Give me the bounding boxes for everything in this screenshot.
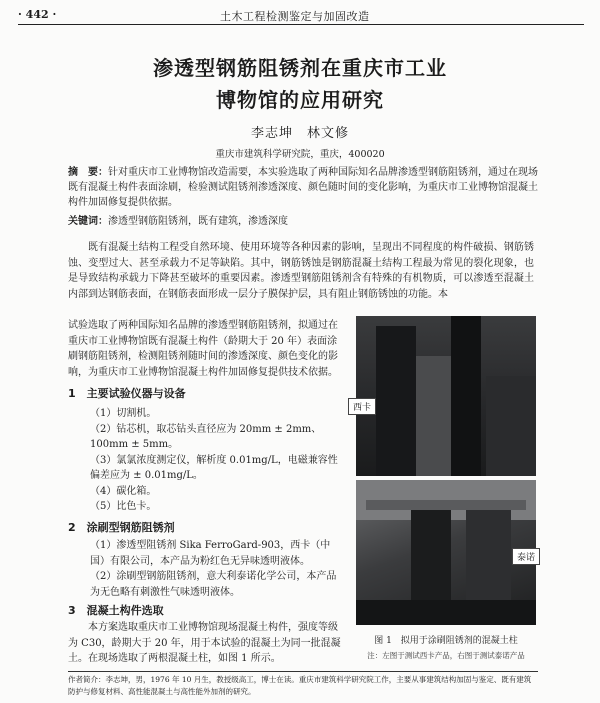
section-2-list [68,538,344,600]
section-1-list [68,406,344,515]
list-item: （1）切割机。 [90,408,157,419]
header-rule [18,24,584,25]
photo-label-top: 西卡 [348,398,376,415]
column-photo-bottom [356,480,536,625]
photo-label-bottom: 泰诺 [512,548,540,565]
column-photo-top [356,316,536,476]
column-photo-bottom-graphic [356,480,536,625]
list-item: （4）碳化箱。 [90,485,157,497]
keywords [68,212,538,227]
page-number: · 442 · [18,8,57,21]
list-item: （2）涂刷型钢筋阻锈剂，意大利泰诺化学公司，本产品为无色略有刺激性气味透明液体。 [90,571,337,598]
intro-paragraph-cont: 试验选取了两种国际知名品牌的渗透型钢筋阻锈剂，拟通过在重庆市工业博物馆既有混凝土构件（龄期大于 20 年）表面涂刷钢筋阻锈剂，检测阻锈剂随时间的渗透深度、颜色变化的影响，为重庆市工业博物馆混凝土构件加固修复提供技术依据。 [68,320,338,378]
list-item: （2）钻芯机，取芯钻头直径应为 20mm ± 2mm、100mm ± 5mm。 [90,423,322,450]
abstract [68,165,538,210]
list-item: （3）氯氯浓度测定仪，解析度 0.01mg/L，电磁兼容性偏差应为 ± 0.01mg/L。 [90,454,338,481]
intro-paragraph: 既有混凝土结构工程受自然环境、使用环境等各种因素的影响，呈现出不同程度的构件破损、钢筋锈蚀、变型过大、甚至承载力不足等缺陷。其中，钢筋锈蚀是钢筋混凝土结构工程最为常见的裂化现象，也是导致结构承载力下降甚至破坏的重要因素。渗透型钢筋阻锈剂含有特殊的有机物质，可以渗透至混凝土内部到达钢筋表面，在钢筋表面形成一层分子膜保护层，具有阻止钢筋锈蚀的功能。本 [68,242,534,300]
section-2-heading: 2 涂刷型钢筋阻锈剂 [68,521,175,534]
list-item: （5）比色卡。 [90,501,157,512]
abstract-label: 摘 要： [68,167,108,178]
author-footnote: 作者简介：李志坤，男，1976 年 10 月生，教授级高工，博士在读。重庆市建筑科学研究院工作，主要从事建筑结构加固与鉴定、既有建筑防护与修复材料、高性能混凝土与高性能外加剂的研究。 [68,675,532,696]
column-photo-top-graphic [356,316,536,476]
footnote-rule [68,671,538,672]
affiliation: 重庆市建筑科学研究院，重庆，400020 [215,149,385,160]
title-line-1: 渗透型钢筋阻锈剂在重庆市工业 [153,56,447,80]
section-3-heading: 3 混凝土构件选取 [68,604,164,617]
figure-note: 注：左图于测试西卡产品，右图于测试泰诺产品 [367,651,525,660]
title-line-2: 博物馆的应用研究 [216,88,384,112]
journal-name: 土木工程检测鉴定与加固改造 [220,10,370,23]
keywords-text: 渗透型钢筋阻锈剂，既有建筑，渗透深度 [108,216,288,227]
section-1-heading: 1 主要试验仪器与设备 [68,387,186,400]
abstract-text: 针对重庆市工业博物馆改造需要，本实验选取了两种国际知名品牌渗透型钢筋阻锈剂，通过在现场既有混凝土构件表面涂刷，检验测试阻锈剂渗透深度、颜色随时间的变化影响，为重庆市工业博物馆混凝土构件加固修复提供依据。 [68,167,538,208]
authors: 李志坤 林文修 [250,126,349,141]
figure-caption: 图 1 拟用于涂刷阻锈剂的混凝土柱 [374,636,518,646]
list-item: （1）渗透型阻锈剂 Sika FerroGard-903，西卡（中国）有限公司，本产品为粉红色无异味透明液体。 [90,540,331,567]
keywords-label: 关键词： [68,216,108,227]
section-3-text: 本方案选取重庆市工业博物馆现场混凝土构件，强度等级为 C30，龄期大于 20 年，用于本试验的混凝土为同一批混凝土。在现场选取了两根混凝土柱，如图 1 所示。 [68,622,341,664]
